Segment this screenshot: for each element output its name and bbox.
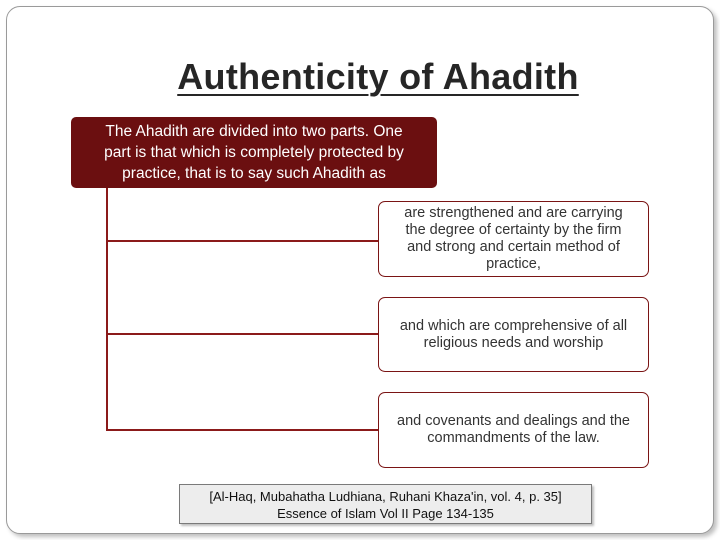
- child-box-line: practice,: [486, 256, 541, 272]
- root-box-line: part is that which is completely protected by: [104, 144, 404, 161]
- root-box-line: The Ahadith are divided into two parts. One: [105, 123, 403, 140]
- child-box-3: [378, 392, 649, 468]
- child-box-1: [378, 201, 649, 277]
- root-box: [71, 117, 437, 188]
- child-box-line: and strong and certain method of: [407, 239, 620, 255]
- child-box-line: religious needs and worship: [423, 334, 604, 351]
- child-box-line: the degree of certainty by the firm: [405, 222, 622, 238]
- tree-connector-vertical: [106, 188, 108, 431]
- child-box-line: and covenants and dealings and the: [397, 413, 630, 429]
- tree-connector-branch-1: [106, 240, 379, 242]
- tree-connector-branch-3: [106, 429, 379, 431]
- tree-connector-branch-2: [106, 333, 379, 335]
- slide-title: Authenticity of Ahadith: [177, 56, 579, 97]
- child-box-line: are strengthened and are carrying: [404, 205, 623, 221]
- child-box-line: and which are comprehensive of all: [399, 317, 628, 334]
- child-box-2: [378, 297, 649, 372]
- reference-line: Essence of Islam Vol II Page 134-135: [277, 506, 494, 521]
- reference-citation: [179, 484, 592, 524]
- child-box-line: commandments of the law.: [427, 430, 600, 446]
- root-box-line: practice, that is to say such Ahadith as: [122, 165, 386, 182]
- reference-line: [Al-Haq, Mubahatha Ludhiana, Ruhani Khaza'in, vol. 4, p. 35]: [209, 489, 562, 504]
